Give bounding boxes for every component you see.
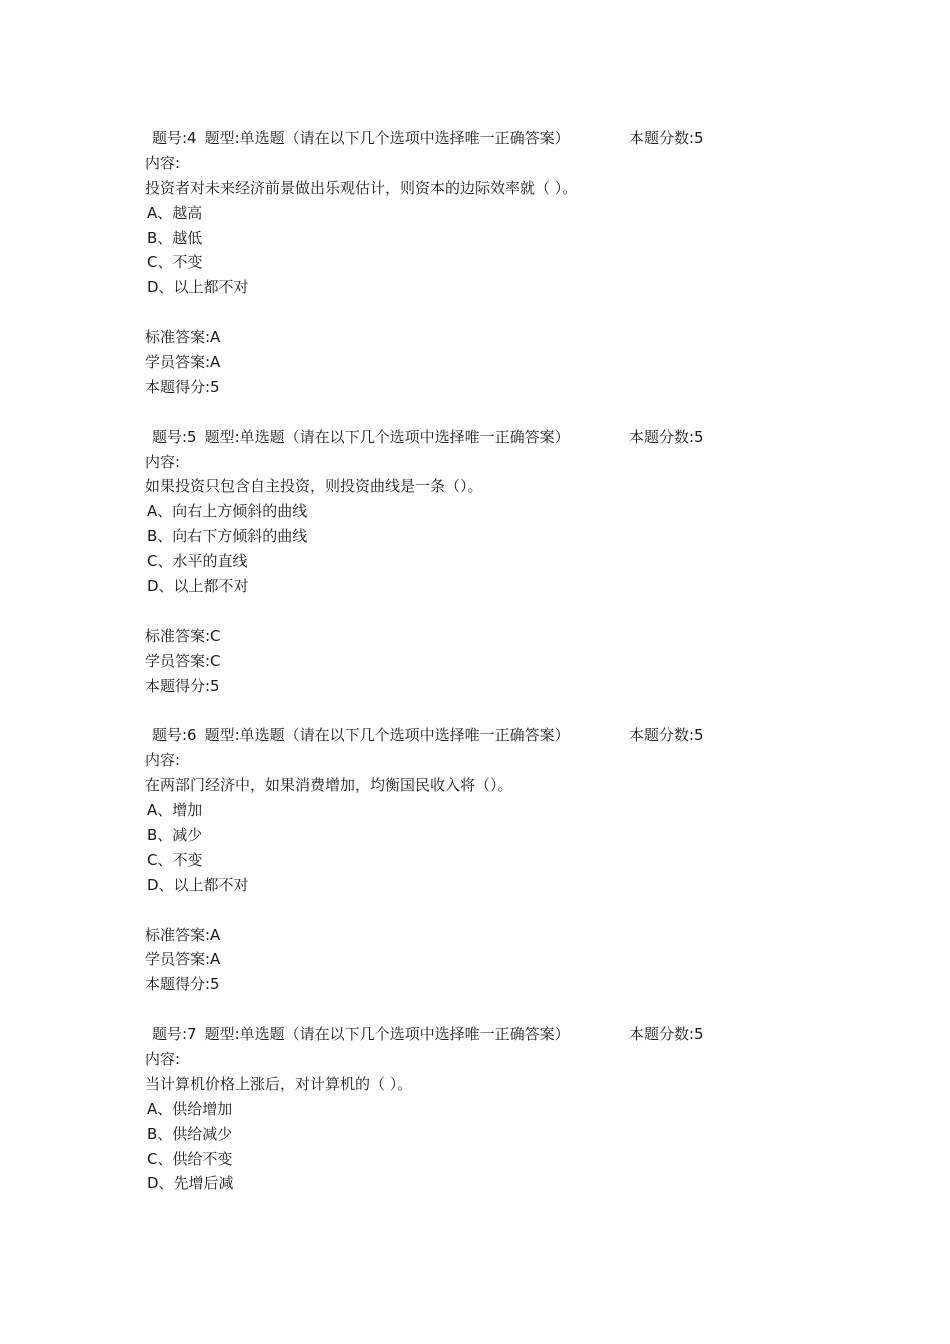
option-b: B、减少 bbox=[147, 825, 203, 844]
option-d: D、以上都不对 bbox=[147, 278, 249, 297]
earned-score: 本题得分:5 bbox=[145, 377, 220, 396]
question-type: 题型:单选题（请在以下几个选项中选择唯一正确答案） bbox=[204, 1025, 570, 1044]
content-label: 内容: bbox=[145, 153, 181, 172]
student-answer: 学员答案:A bbox=[145, 353, 221, 372]
spacer bbox=[145, 997, 845, 1022]
option-b: B、越低 bbox=[147, 228, 203, 247]
spacer bbox=[145, 599, 845, 624]
option-a: A、增加 bbox=[147, 801, 203, 820]
content-label: 内容: bbox=[145, 751, 181, 770]
question-number: 题号:4 bbox=[152, 129, 197, 147]
question-4 bbox=[145, 126, 845, 425]
question-header bbox=[145, 126, 845, 151]
earned-score: 本题得分:5 bbox=[145, 975, 220, 994]
student-answer: 学员答案:A bbox=[145, 950, 221, 969]
option-d: D、先增后减 bbox=[147, 1174, 234, 1193]
standard-answer: 标准答案:C bbox=[145, 626, 221, 645]
earned-score: 本题得分:5 bbox=[145, 676, 220, 695]
question-stem: 当计算机价格上涨后，对计算机的（ ）。 bbox=[145, 1074, 413, 1093]
option-a: A、向右上方倾斜的曲线 bbox=[147, 502, 308, 521]
option-b: B、供给减少 bbox=[147, 1124, 233, 1143]
question-number: 题号:7 bbox=[152, 1025, 197, 1044]
question-6 bbox=[145, 723, 845, 1022]
option-b: B、向右下方倾斜的曲线 bbox=[147, 527, 308, 546]
exam-document bbox=[145, 126, 845, 1196]
question-type: 题型:单选题（请在以下几个选项中选择唯一正确答案） bbox=[204, 427, 570, 446]
question-7 bbox=[145, 1022, 845, 1196]
question-header bbox=[145, 1022, 845, 1047]
question-stem: 在两部门经济中，如果消费增加，均衡国民收入将（）。 bbox=[145, 776, 513, 795]
question-score: 本题分数:5 bbox=[629, 1025, 704, 1044]
spacer bbox=[145, 898, 845, 923]
option-c: C、不变 bbox=[147, 850, 203, 869]
content-label: 内容: bbox=[145, 452, 181, 471]
spacer bbox=[145, 400, 845, 425]
question-number: 题号:5 bbox=[152, 427, 197, 446]
content-label: 内容: bbox=[145, 1049, 181, 1068]
question-stem: 投资者对未来经济前景做出乐观估计，则资本的边际效率就（ ）。 bbox=[145, 178, 578, 197]
standard-answer: 标准答案:A bbox=[145, 925, 221, 944]
question-header bbox=[145, 425, 845, 450]
option-d: D、以上都不对 bbox=[147, 875, 249, 894]
question-score: 本题分数:5 bbox=[629, 129, 704, 147]
option-c: C、不变 bbox=[147, 253, 203, 272]
spacer bbox=[145, 698, 845, 723]
question-score: 本题分数:5 bbox=[629, 726, 704, 745]
question-5 bbox=[145, 425, 845, 724]
question-type: 题型:单选题（请在以下几个选项中选择唯一正确答案） bbox=[204, 129, 570, 147]
question-number: 题号:6 bbox=[152, 726, 197, 745]
question-type: 题型:单选题（请在以下几个选项中选择唯一正确答案） bbox=[204, 726, 570, 745]
option-c: C、水平的直线 bbox=[147, 552, 248, 571]
question-stem: 如果投资只包含自主投资，则投资曲线是一条（）。 bbox=[145, 477, 483, 496]
option-a: A、越高 bbox=[147, 203, 203, 222]
question-score: 本题分数:5 bbox=[629, 427, 704, 446]
standard-answer: 标准答案:A bbox=[145, 328, 221, 347]
student-answer: 学员答案:C bbox=[145, 651, 221, 670]
option-c: C、供给不变 bbox=[147, 1149, 233, 1168]
question-header bbox=[145, 723, 845, 748]
spacer bbox=[145, 300, 845, 325]
option-a: A、供给增加 bbox=[147, 1099, 233, 1118]
option-d: D、以上都不对 bbox=[147, 577, 249, 596]
